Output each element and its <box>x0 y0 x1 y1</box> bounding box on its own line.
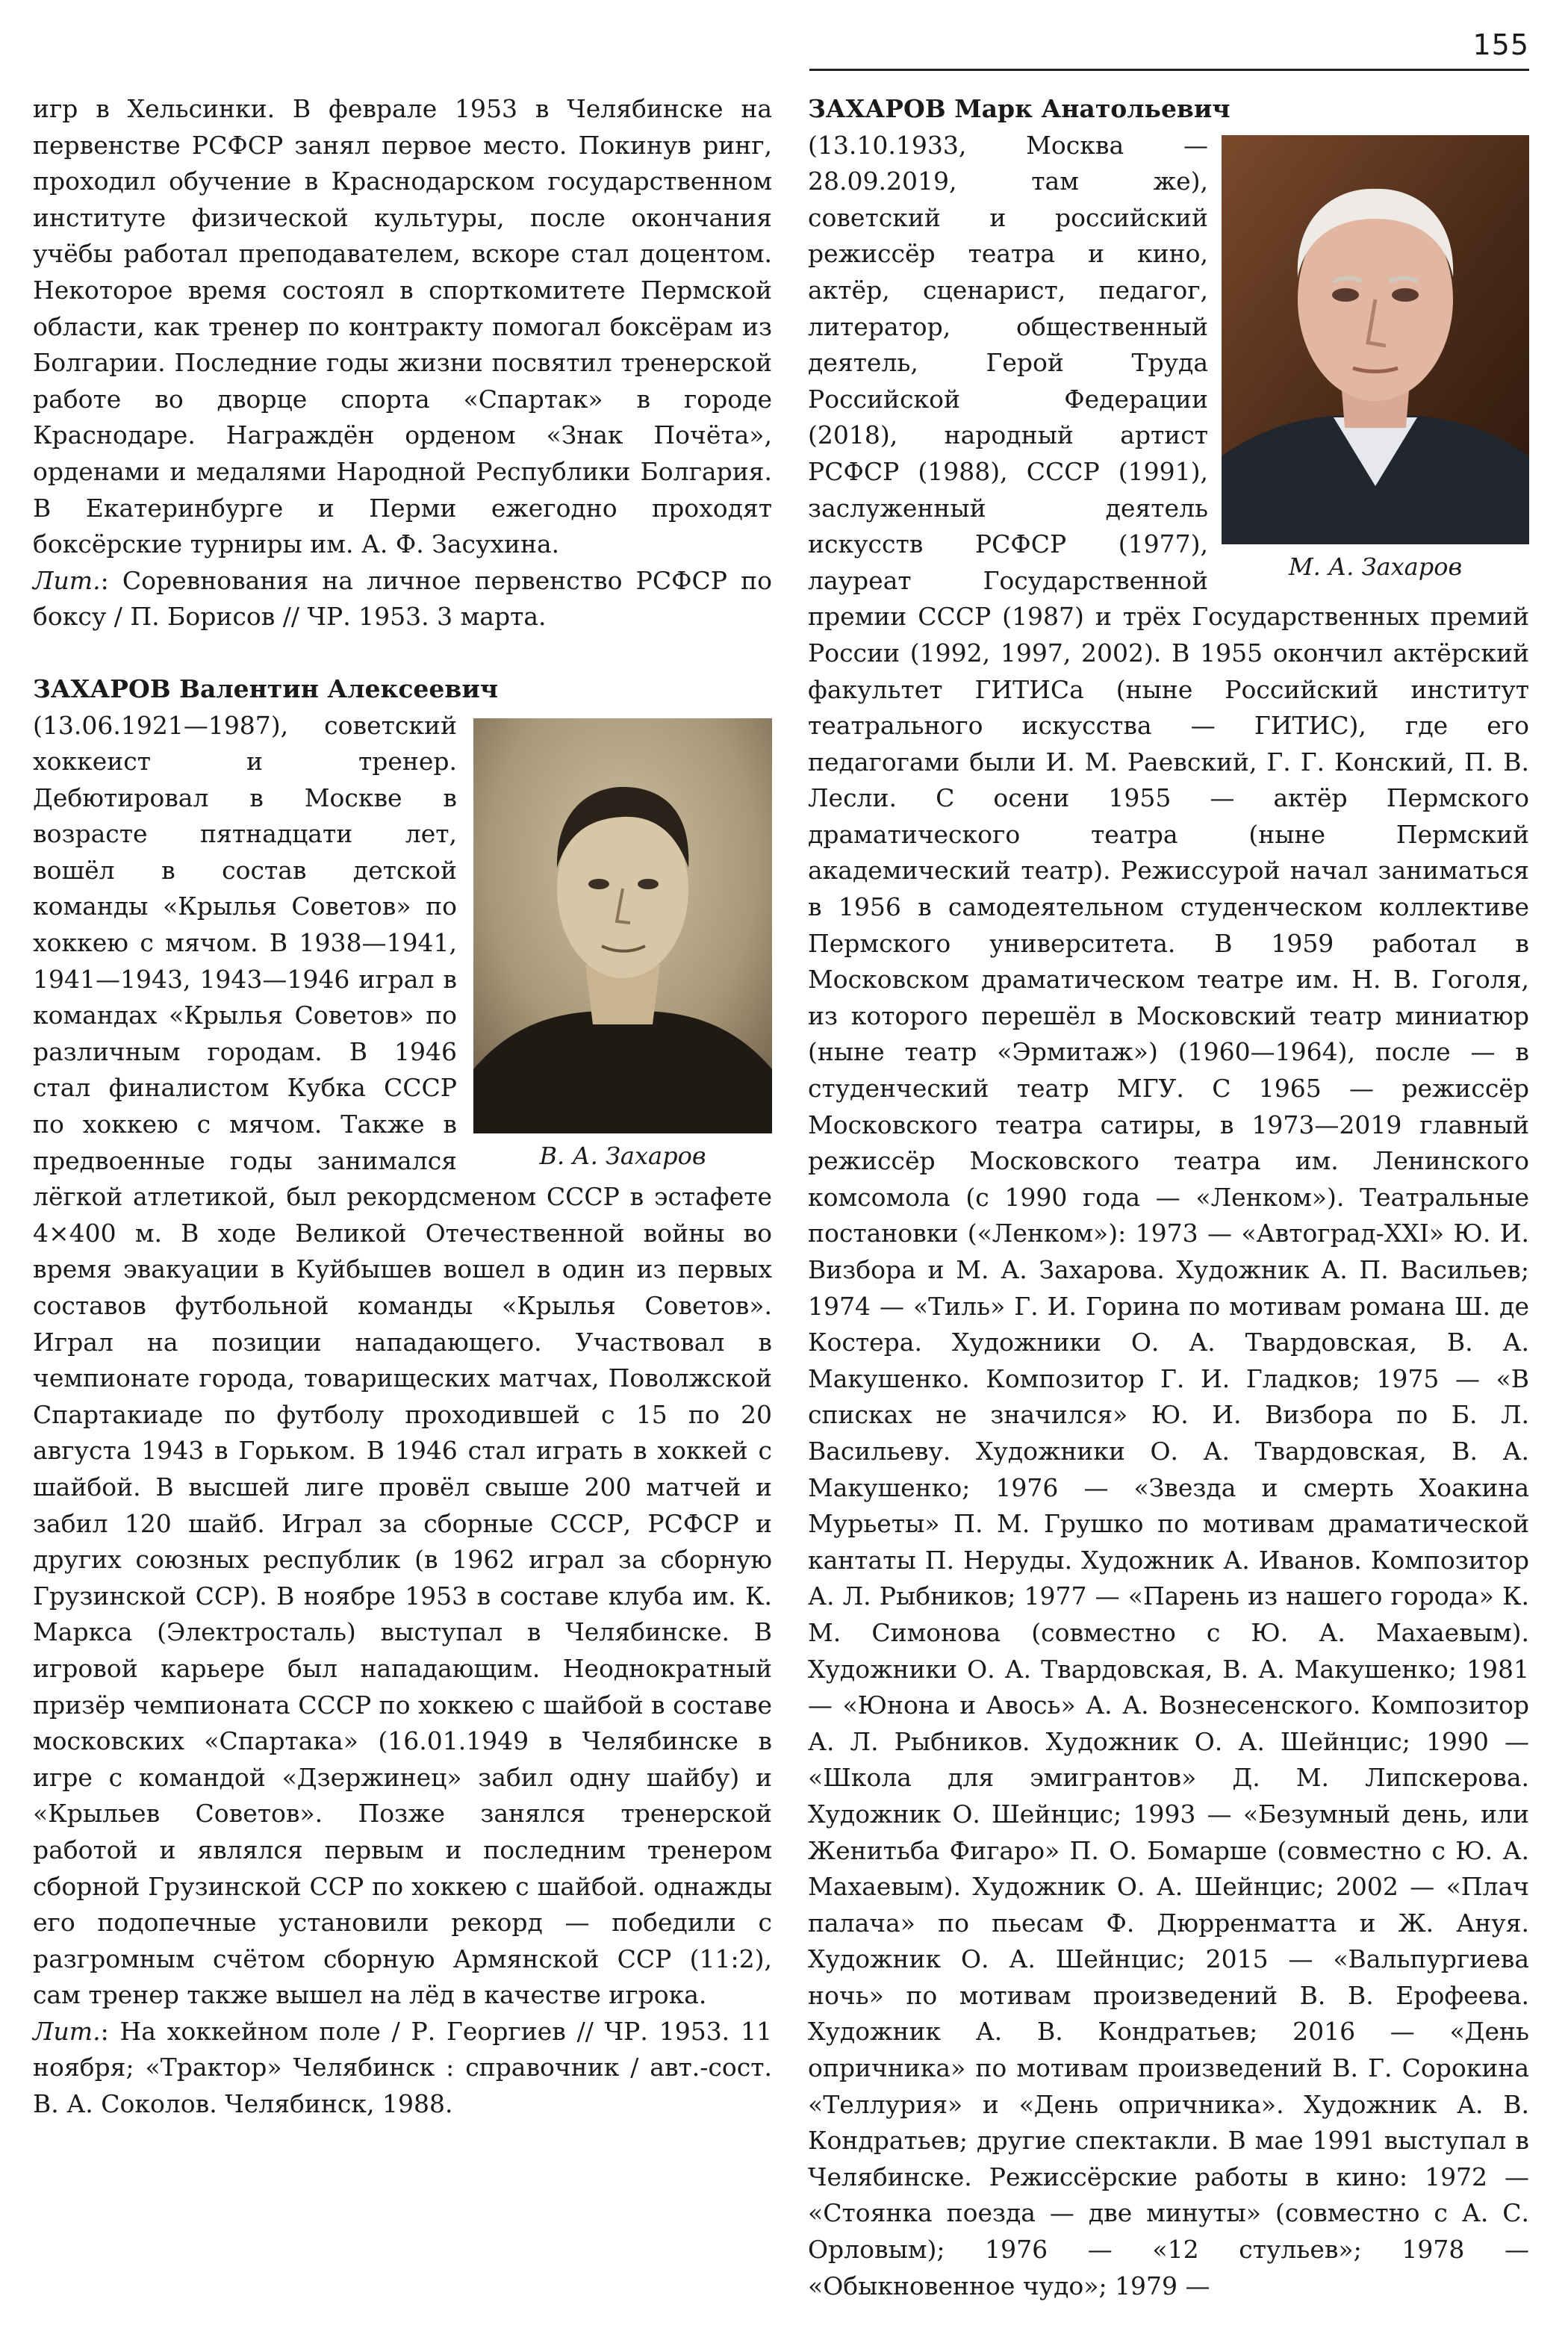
literature-text: : На хоккейном поле / Р. Георгиев // ЧР. 1953. 11 ноября; «Трактор» Челябинск : справочник / авт.-сост. В. А. Соколов. Челябинск, 1988. <box>33 2016 772 2119</box>
portrait-photo-v-zakharov <box>473 718 772 1172</box>
entry-body: (13.06.1921—1987), советский хоккеист и тренер. Дебютировал в Москве в возрасте пятнадцати лет, вошёл в состав детской команды «Крылья Советов» по хоккею с мячом. В 1938—1941, 1941—1943, 1943—1946 играл в командах «Крылья Советов» по различным городам. В 1946 стал финалистом Кубка СССР по хоккею с мячом. Также в предвоенные годы занимался лёгкой атлетикой, был рекордсменом СССР в эстафете 4×400 м. В ходе Великой Отечественной войны во время эвакуации в Куйбышев вошел в один из первых составов футбольной команды «Крылья Советов». Играл на позиции нападающего. Участвовал в чемпионате города, товарищеских матчах, Поволжской Спартакиаде по футболу проходившей с 15 по 20 августа 1943 в Горьком. В 1946 стал играть в хоккей с шайбой. В высшей лиге провёл свыше 200 матчей и забил 120 шайб. Играл за сборные СССР, РСФСР и других союзных республик (в 1962 играл за сборную Грузинской ССР). В ноябре 1953 в составе клуба им. К. Маркса (Электросталь) выступал в Челябинске. В игровой карьере был нападающим. Неоднократный призёр чемпионата СССР по хоккею с шайбой в составе московских «Спартака» (16.01.1949 в Челябинске в игре с командой «Дзержинец» забил одну шайбу) и «Крыльев Советов». Позже занялся тренерской работой и являлся первым и последним тренером сборной Грузинской ССР по хоккею с шайбой. однажды его подопечные установили рекорд — победили с разгромным счётом сборную Армянской ССР (11:2), сам тренер также вышел на лёд в качестве игрока. <box>33 710 772 2010</box>
literature-label: Лит. <box>33 2016 101 2046</box>
header-rule <box>809 69 1529 71</box>
portrait-photo-m-zakharov <box>1222 135 1529 583</box>
left-column <box>33 91 772 2123</box>
entry-spacer <box>33 635 772 671</box>
portrait-image <box>473 718 772 1133</box>
entry-literature <box>33 2014 772 2123</box>
photo-caption: В. А. Захаров <box>539 1141 706 1170</box>
continued-entry-literature <box>33 563 772 635</box>
entry-heading: ЗАХАРОВ Валентин Алексеевич <box>33 673 498 703</box>
entry-valentin-zakharov <box>33 671 772 708</box>
literature-text: : Соревнования на личное первенство РСФСР по боксу / П. Борисов // ЧР. 1953. 3 марта. <box>33 565 772 632</box>
page-number: 155 <box>1472 28 1529 61</box>
entry-body: (13.10.1933, Москва — 28.09.2019, там же), советский и российский режиссёр театра и кино, актёр, сценарист, педагог, литератор, общественный деятель, Герой Труда Российской Федерации (2018), народный артист РСФСР (1988), СССР (1991), заслуженный деятель искусств РСФСР (1977), лауреат Государственной премии СССР (1987) и трёх Государственных премий России (1992, 1997, 2002). В 1955 окончил актёрский факультет ГИТИСа (ныне Российский институт театрального искусства — ГИТИС), где его педагогами были И. М. Раевский, Г. Г. Конский, П. В. Лесли. С осени 1955 — актёр Пермского драматического театра (ныне Пермский академический театр). Режиссурой начал заниматься в 1956 в самодеятельном студенческом коллективе Пермского университета. В 1959 работал в Московском драматическом театре им. Н. В. Гоголя, из которого перешёл в Московский театр миниатюр (ныне театр «Эрмитаж») (1960—1964), после — в студенческий театр МГУ. С 1965 — режиссёр Московского театра сатиры, в 1973—2019 главный режиссёр Московского театра им. Ленинского комсомола (с 1990 года — «Ленком»). Театральные постановки («Ленком»): 1973 — «Автоград-XXI» Ю. И. Визбора и М. А. Захарова. Художник А. П. Васильев; 1974 — «Тиль» Г. И. Горина по мотивам романа Ш. де Костера. Художники О. А. Твардовская, В. А. Макушенко. Композитор Г. И. Гладков; 1975 — «В списках не значился» Ю. И. Визбора по Б. Л. Васильеву. Художники О. А. Твардовская, В. А. Макушенко; 1976 — «Звезда и смерть Хоакина Мурьеты» П. М. Грушко по мотивам драматической кантаты П. Неруды. Художник А. Иванов. Композитор А. Л. Рыбников; 1977 — «Парень из нашего города» К. М. Симонова (совместно с Ю. А. Махаевым). Художники О. А. Твардовская, В. А. Макушенко; 1981 — «Юнона и Авось» А. А. Вознесенского. Композитор А. Л. Рыбников. Художник О. А. Шейнцис; 1990 — «Школа для эмигрантов» Д. М. Липскерова. Художник О. Шейнцис; 1993 — «Безумный день, или Женитьба Фигаро» П. О. Бомарше (совместно с Ю. А. Махаевым). Художник О. А. Шейнцис; 2002 — «Плач палача» по пьесам Ф. Дюрренматта и Ж. Ануя. Художник О. А. Шейнцис; 2015 — «Вальпургиева ночь» по мотивам произведений В. В. Ерофеева. Художник А. В. Кондратьев; 2016 — «День опричника» по мотивам произведений В. Г. Сорокина «Теллурия» и «День опричника». Художник А. В. Кондратьев; другие спектакли. В мае 1991 выступал в Челябинске. Режиссёрские работы в кино: 1972 — «Стоянка поезда — две минуты» (совместно с А. С. Орловым); 1976 — «12 стульев»; 1978 — «Обыкновенное чудо»; 1979 — <box>808 130 1529 2300</box>
entry-heading: ЗАХАРОВ Марк Анатольевич <box>808 94 1231 123</box>
right-column <box>808 91 1529 2304</box>
entry-mark-zakharov <box>808 91 1529 128</box>
portrait-image <box>1222 135 1529 544</box>
photo-caption: М. А. Захаров <box>1288 552 1463 581</box>
continued-entry-text: игр в Хельсинки. В феврале 1953 в Челябинске на первенстве РСФСР занял первое место. Покинув ринг, проходил обучение в Краснодарском государственном институте физической культуры, после окончания учёбы работал преподавателем, вскоре стал доцентом. Некоторое время состоял в спорткомитете Пермской области, как тренер по контракту помогал боксёрам из Болгарии. Последние годы жизни посвятил тренерской работе во дворце спорта «Спартак» в городе Краснодаре. Награждён орденом «Знак Почёта», орденами и медалями Народной Республики Болгария. В Екатеринбурге и Перми ежегодно проходят боксёрские турниры им. А. Ф. Засухина. <box>33 94 772 559</box>
literature-label: Лит. <box>33 565 101 595</box>
